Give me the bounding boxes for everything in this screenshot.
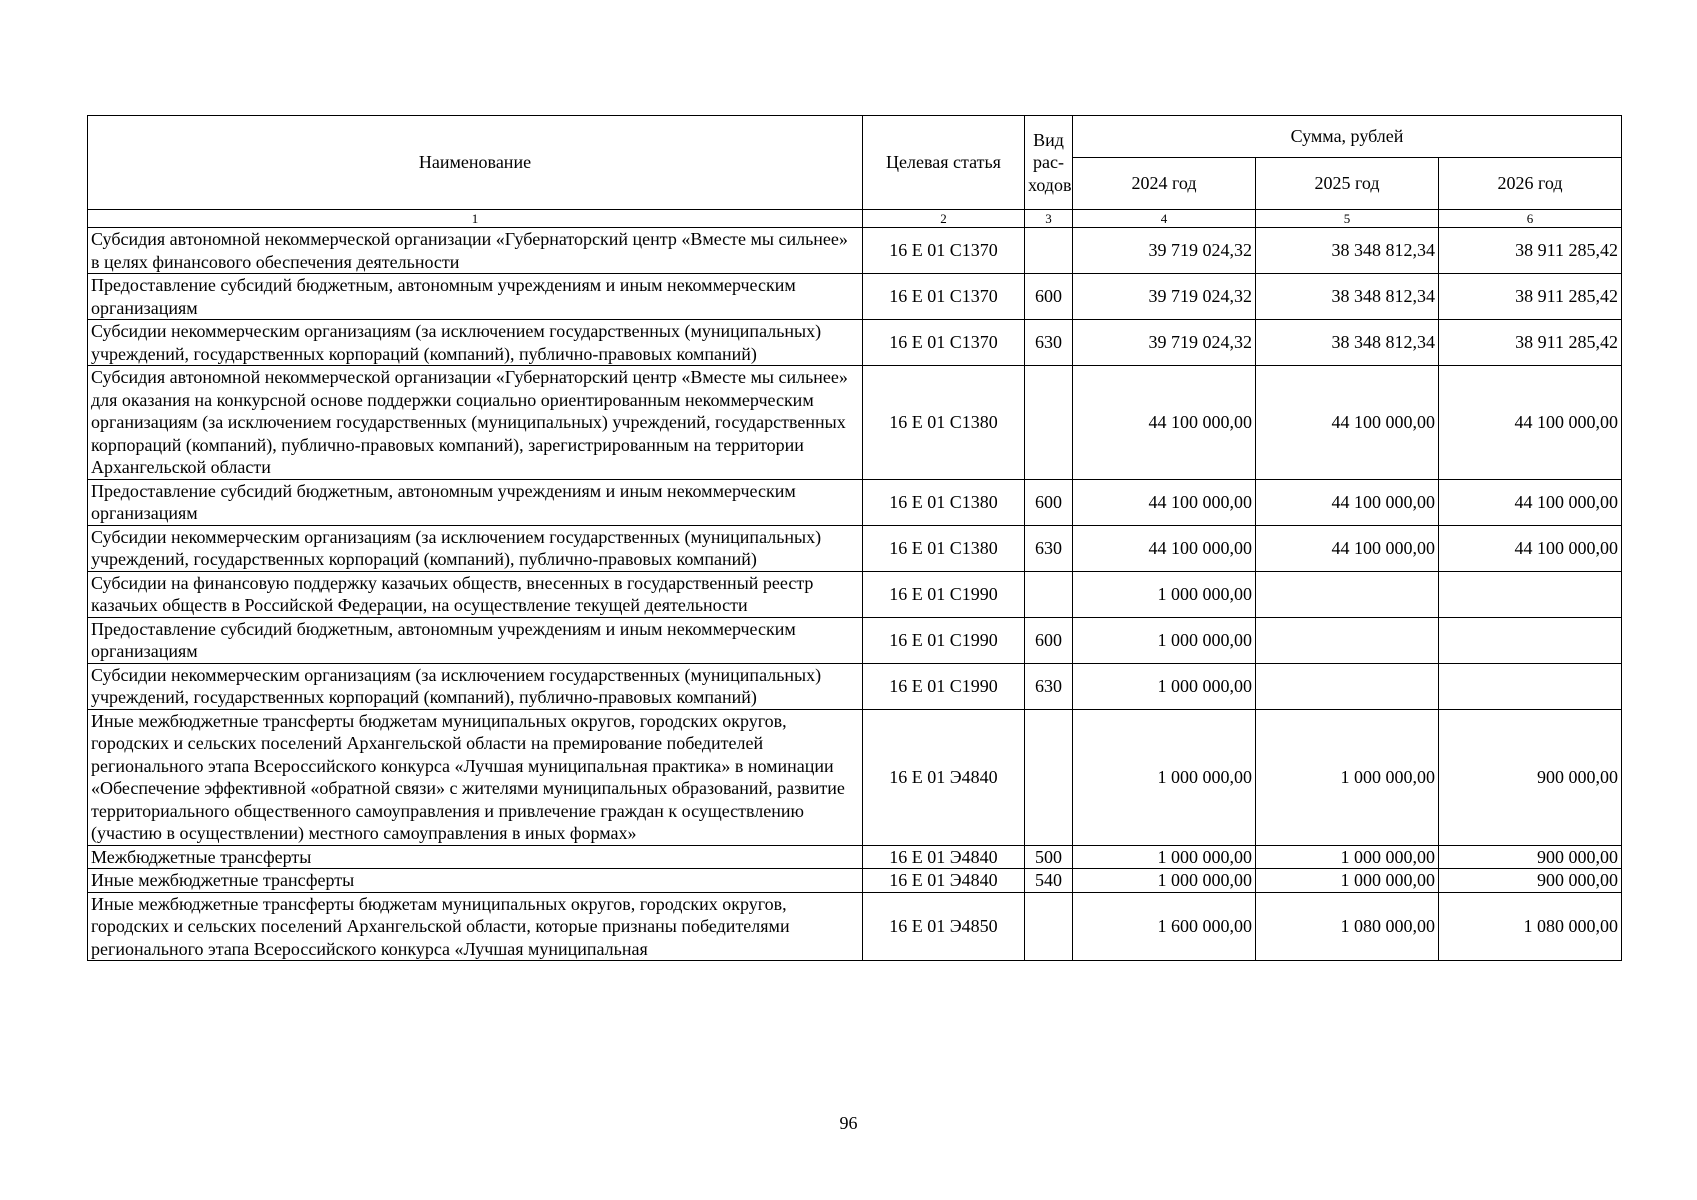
row-target-article: 16 Е 01 С1380 (863, 479, 1025, 525)
table-row (88, 320, 1622, 366)
row-name: Межбюджетные трансферты (88, 845, 863, 869)
row-expense-type: 630 (1025, 320, 1073, 366)
row-amount-2026: 44 100 000,00 (1439, 525, 1622, 571)
table-row (88, 663, 1622, 709)
row-name: Предоставление субсидий бюджетным, автономным учреждениям и иным некоммерческим организациям (88, 479, 863, 525)
row-amount-2025 (1256, 617, 1439, 663)
row-amount-2026: 44 100 000,00 (1439, 366, 1622, 480)
row-expense-type: 630 (1025, 525, 1073, 571)
row-amount-2024: 1 000 000,00 (1073, 571, 1256, 617)
row-amount-2024: 44 100 000,00 (1073, 479, 1256, 525)
column-number-row (88, 210, 1622, 228)
row-name: Предоставление субсидий бюджетным, автономным учреждениям и иным некоммерческим организациям (88, 274, 863, 320)
row-amount-2026: 44 100 000,00 (1439, 479, 1622, 525)
table-row (88, 571, 1622, 617)
row-amount-2024: 39 719 024,32 (1073, 274, 1256, 320)
row-expense-type: 600 (1025, 274, 1073, 320)
column-number: 6 (1439, 210, 1622, 228)
table-row (88, 525, 1622, 571)
row-expense-type (1025, 892, 1073, 961)
row-name: Иные межбюджетные трансферты бюджетам муниципальных округов, городских округов, городских и сельских поселений Архангельской области на премирование победителей регионального этапа Всероссийского конкурса «Лучшая муниципальная практика» в номинации «Обеспечение эффективной «обратной связи» с жителями муниципальных образований, развитие территориального общественного самоуправления и привлечение граждан к осуществлению (участию в осуществлении) местного самоуправления в иных формах» (88, 709, 863, 845)
row-amount-2025: 38 348 812,34 (1256, 228, 1439, 274)
row-target-article: 16 Е 01 С1380 (863, 366, 1025, 480)
table-row (88, 366, 1622, 480)
row-amount-2026: 38 911 285,42 (1439, 228, 1622, 274)
row-amount-2025: 38 348 812,34 (1256, 320, 1439, 366)
row-amount-2026: 900 000,00 (1439, 845, 1622, 869)
row-amount-2026 (1439, 571, 1622, 617)
column-number: 5 (1256, 210, 1439, 228)
row-name: Субсидии некоммерческим организациям (за исключением государственных (муниципальных) учреждений, государственных корпораций (компаний), публично-правовых компаний) (88, 320, 863, 366)
row-amount-2026: 38 911 285,42 (1439, 320, 1622, 366)
row-name: Субсидия автономной некоммерческой организации «Губернаторский центр «Вместе мы сильнее» в целях финансового обеспечения деятельности (88, 228, 863, 274)
table-row (88, 869, 1622, 893)
row-amount-2024: 39 719 024,32 (1073, 228, 1256, 274)
column-number: 3 (1025, 210, 1073, 228)
row-target-article: 16 Е 01 Э4850 (863, 892, 1025, 961)
row-amount-2025: 44 100 000,00 (1256, 525, 1439, 571)
row-amount-2024: 1 600 000,00 (1073, 892, 1256, 961)
row-amount-2025 (1256, 571, 1439, 617)
row-name: Субсидии некоммерческим организациям (за исключением государственных (муниципальных) учреждений, государственных корпораций (компаний), публично-правовых компаний) (88, 663, 863, 709)
row-name: Иные межбюджетные трансферты (88, 869, 863, 893)
row-amount-2024: 1 000 000,00 (1073, 869, 1256, 893)
row-amount-2025: 1 000 000,00 (1256, 869, 1439, 893)
header-year-2026: 2026 год (1439, 158, 1622, 210)
row-target-article: 16 Е 01 С1370 (863, 228, 1025, 274)
row-amount-2024: 44 100 000,00 (1073, 525, 1256, 571)
row-amount-2024: 1 000 000,00 (1073, 663, 1256, 709)
row-expense-type (1025, 228, 1073, 274)
row-amount-2026: 900 000,00 (1439, 709, 1622, 845)
row-amount-2024: 44 100 000,00 (1073, 366, 1256, 480)
table-row (88, 274, 1622, 320)
row-amount-2025: 1 000 000,00 (1256, 845, 1439, 869)
row-amount-2025: 44 100 000,00 (1256, 479, 1439, 525)
table-row (88, 845, 1622, 869)
row-target-article: 16 Е 01 Э4840 (863, 845, 1025, 869)
header-year-2025: 2025 год (1256, 158, 1439, 210)
column-number: 1 (88, 210, 863, 228)
row-target-article: 16 Е 01 С1990 (863, 617, 1025, 663)
row-name: Субсидии некоммерческим организациям (за исключением государственных (муниципальных) учреждений, государственных корпораций (компаний), публично-правовых компаний) (88, 525, 863, 571)
row-expense-type (1025, 709, 1073, 845)
row-expense-type: 600 (1025, 617, 1073, 663)
row-name: Предоставление субсидий бюджетным, автономным учреждениям и иным некоммерческим организациям (88, 617, 863, 663)
row-amount-2024: 1 000 000,00 (1073, 845, 1256, 869)
row-amount-2025: 44 100 000,00 (1256, 366, 1439, 480)
row-expense-type: 630 (1025, 663, 1073, 709)
row-amount-2025: 1 000 000,00 (1256, 709, 1439, 845)
row-amount-2026: 900 000,00 (1439, 869, 1622, 893)
table-row (88, 892, 1622, 961)
header-name: Наименование (88, 116, 863, 210)
row-amount-2026: 38 911 285,42 (1439, 274, 1622, 320)
row-amount-2025: 1 080 000,00 (1256, 892, 1439, 961)
header-target-article: Целевая статья (863, 116, 1025, 210)
row-expense-type: 600 (1025, 479, 1073, 525)
column-number: 2 (863, 210, 1025, 228)
row-expense-type (1025, 366, 1073, 480)
row-name: Субсидия автономной некоммерческой организации «Губернаторский центр «Вместе мы сильнее» для оказания на конкурсной основе поддержки социально ориентированным некоммерческим организациям (за исключением государственных (муниципальных) учреждений, государственных корпораций (компаний), публично-правовых компаний), зарегистрированным на территории Архангельской области (88, 366, 863, 480)
header-sum: Сумма, рублей (1073, 116, 1622, 158)
budget-table (87, 115, 1622, 961)
row-target-article: 16 Е 01 С1370 (863, 274, 1025, 320)
row-target-article: 16 Е 01 С1370 (863, 320, 1025, 366)
row-amount-2024: 1 000 000,00 (1073, 709, 1256, 845)
row-amount-2024: 1 000 000,00 (1073, 617, 1256, 663)
table-row (88, 617, 1622, 663)
row-target-article: 16 Е 01 С1380 (863, 525, 1025, 571)
row-target-article: 16 Е 01 С1990 (863, 571, 1025, 617)
table-row (88, 479, 1622, 525)
row-target-article: 16 Е 01 С1990 (863, 663, 1025, 709)
row-amount-2026: 1 080 000,00 (1439, 892, 1622, 961)
header-year-2024: 2024 год (1073, 158, 1256, 210)
row-target-article: 16 Е 01 Э4840 (863, 709, 1025, 845)
column-number: 4 (1073, 210, 1256, 228)
row-expense-type (1025, 571, 1073, 617)
row-amount-2025: 38 348 812,34 (1256, 274, 1439, 320)
row-name: Иные межбюджетные трансферты бюджетам муниципальных округов, городских округов, городских и сельских поселений Архангельской области, которые признаны победителями регионального этапа Всероссийского конкурса «Лучшая муниципальная (88, 892, 863, 961)
row-target-article: 16 Е 01 Э4840 (863, 869, 1025, 893)
table-row (88, 228, 1622, 274)
row-amount-2025 (1256, 663, 1439, 709)
table-row (88, 709, 1622, 845)
row-expense-type: 500 (1025, 845, 1073, 869)
row-expense-type: 540 (1025, 869, 1073, 893)
row-amount-2024: 39 719 024,32 (1073, 320, 1256, 366)
row-amount-2026 (1439, 663, 1622, 709)
page-number: 96 (839, 1113, 858, 1133)
row-name: Субсидии на финансовую поддержку казачьих обществ, внесенных в государственный реестр казачьих обществ в Российской Федерации, на осуществление текущей деятельности (88, 571, 863, 617)
row-amount-2026 (1439, 617, 1622, 663)
header-expense-type: Вид рас-ходов (1025, 116, 1073, 210)
